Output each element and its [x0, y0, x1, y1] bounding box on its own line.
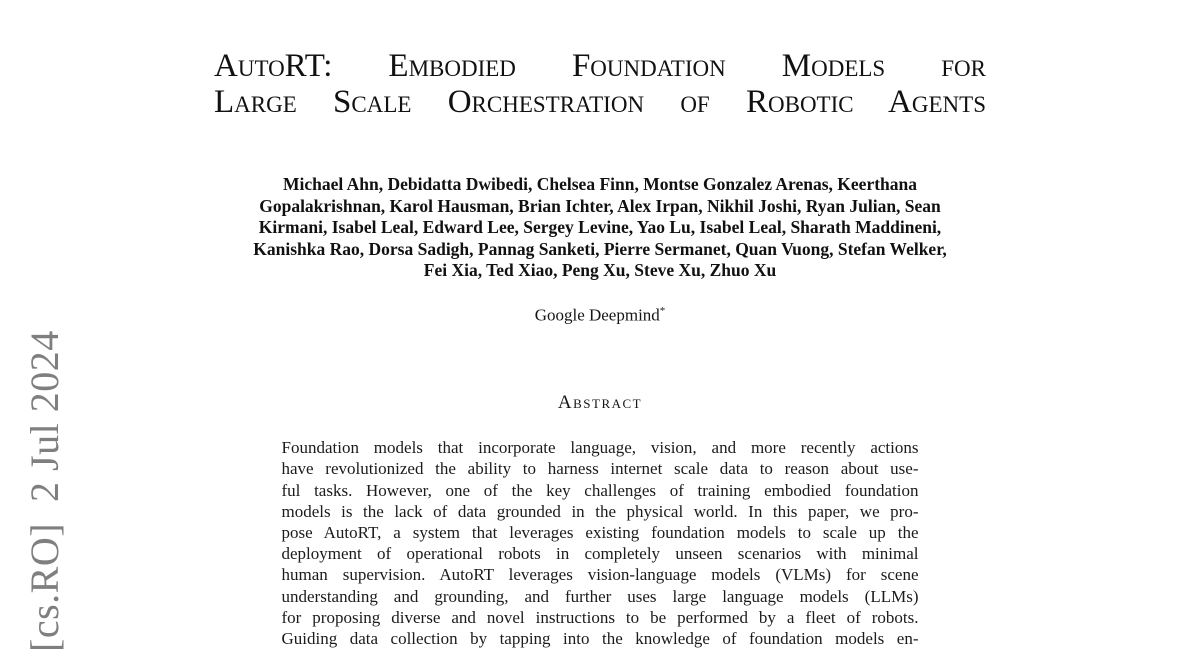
- abstract-line: Foundation models that incorporate language, vision, and more recently actions: [281, 438, 919, 458]
- author-line: Kirmani, Isabel Leal, Edward Lee, Sergey Levine, Yao Lu, Isabel Leal, Sharath Maddineni,: [258, 217, 942, 237]
- abstract-line: for proposing diverse and novel instructions to be performed by a fleet of robots.: [281, 607, 919, 627]
- paper-title-line: Large Scale Orchestration of Robotic Agents: [214, 84, 986, 120]
- abstract-line: models is the lack of data grounded in the physical world. In this paper, we pro-: [281, 501, 919, 521]
- arxiv-watermark: [cs.RO] 2 Jul 2024: [22, 330, 67, 652]
- abstract-line: deployment of operational robots in completely unseen scenarios with minimal: [281, 544, 919, 564]
- abstract-line: ful tasks. However, one of the key challenges of training embodied foundation: [281, 480, 919, 500]
- author-line: Gopalakrishnan, Karol Hausman, Brian Ichter, Alex Irpan, Nikhil Joshi, Ryan Julian, Sean: [259, 195, 941, 216]
- abstract-line: pose AutoRT, a system that leverages existing foundation models to scale up the: [281, 522, 919, 542]
- abstract-line: human supervision. AutoRT leverages vision-language models (VLMs) for scene: [281, 565, 919, 585]
- abstract-body: [282, 437, 919, 649]
- author-line: Fei Xia, Ted Xiao, Peng Xu, Steve Xu, Zhuo Xu: [423, 260, 777, 280]
- abstract-heading: Abstract: [557, 392, 643, 414]
- paper-title-line: AutoRT: Embodied Foundation Models for: [214, 48, 986, 84]
- paper-title: [214, 0, 986, 120]
- affiliation-name: Google Deepmind: [534, 305, 660, 325]
- author-line: Kanishka Rao, Dorsa Sadigh, Pannag Sanketi, Pierre Sermanet, Quan Vuong, Stefan Welker,: [253, 238, 947, 259]
- authors-block: [180, 174, 1020, 282]
- affiliation-footnote-marker: *: [659, 304, 666, 317]
- abstract-line: understanding and grounding, and further uses large language models (LLMs): [281, 586, 919, 606]
- affiliation: [0, 301, 1200, 326]
- author-line: Michael Ahn, Debidatta Dwibedi, Chelsea Finn, Montse Gonzalez Arenas, Keerthana: [282, 174, 918, 194]
- abstract-line: have revolutionized the ability to harness internet scale data to reason about use-: [281, 459, 919, 479]
- abstract-line: Guiding data collection by tapping into the knowledge of foundation models en-: [281, 628, 919, 648]
